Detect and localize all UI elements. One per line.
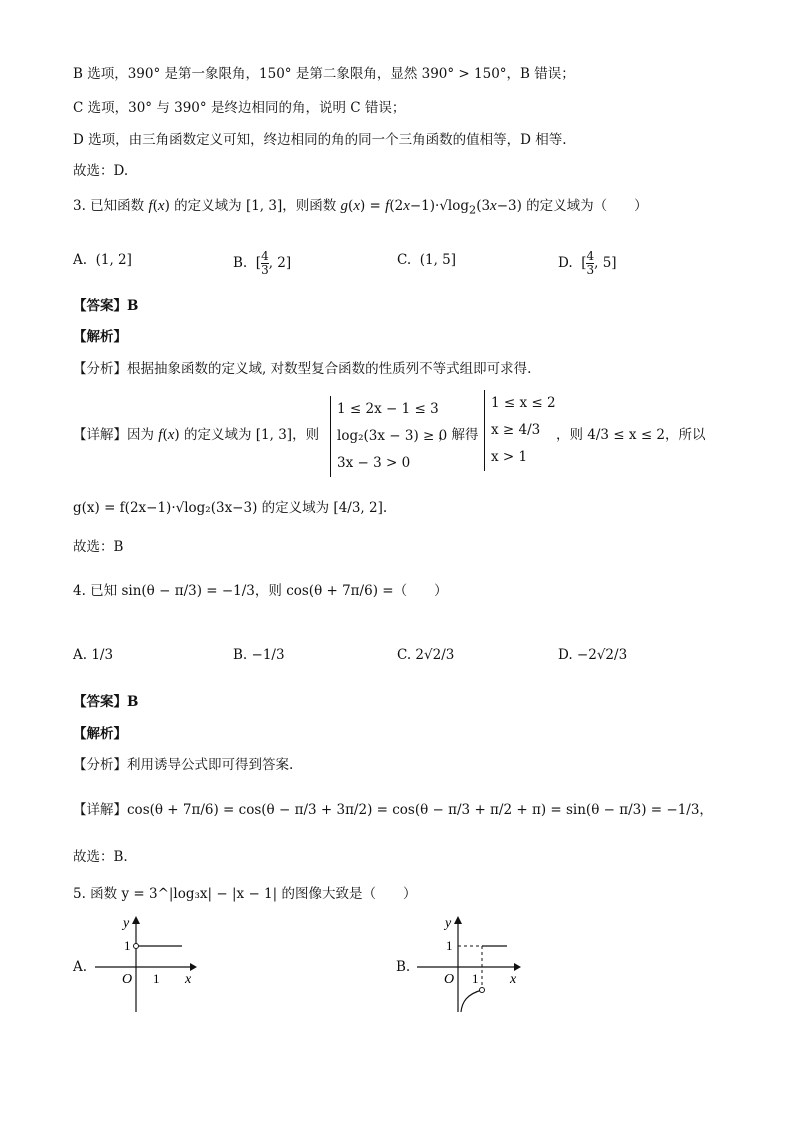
q4-xiangjie: 【详解】cos(θ + 7π/6) = cos(θ − π/3 + 3π/2) = cos(θ − π/3 + π/2 + π) = sin(θ − π/3) = −1/3， [73, 802, 713, 818]
q4-stem: 4. 已知 sin(θ − π/3) = −1/3，则 cos(θ + 7π/6) =（ ） [73, 583, 448, 599]
q5-stem: 5. 函数 y = 3^|log₃x| − |x − 1| 的图像大致是（ ） [73, 886, 417, 902]
d-option-line: D 选项，由三角函数定义可知，终边相同的角的同一个三角函数的值相等，D 相等. [73, 132, 567, 148]
b-option-line: B 选项，390° 是第一象限角，150° 是第二象限角，显然 390° > 150°，B 错误； [73, 66, 575, 82]
q3-system-2-line-3: x > 1 [491, 449, 528, 465]
graph-a-origin: O [122, 972, 133, 987]
q3-system-2 [484, 390, 556, 471]
graph-b-one-y: 1 [446, 938, 453, 953]
q3-conclusion: g(x) = f(2x−1)·√log₂(3x−3) 的定义域为 [4/3, 2]. [73, 500, 388, 516]
q3-analysis-label: 【解析】 [73, 329, 127, 345]
q3-stem: 3. 已知函数 f(x) 的定义域为 [1, 3]，则函数 $g(x) = f(2x-1)\cdot√\log_2(3x-3)$ 的定义域为（ ） [73, 198, 648, 217]
graph-a-y-label: y [123, 916, 130, 931]
graph-a-one-y: 1 [124, 938, 131, 953]
q3-option-a: A. (1, 2] [73, 252, 132, 268]
graph-b-one-x: 1 [472, 971, 479, 986]
q3-system-2-line-1: 1 ≤ x ≤ 2 [491, 395, 556, 411]
q4-option-a: A. 1/3 [73, 647, 114, 663]
q4-fenxi: 【分析】利用诱导公式即可得到答案. [73, 757, 294, 773]
q3-system-1-line-1: 1 ≤ 2x − 1 ≤ 3 [337, 401, 439, 417]
q3-option-c: C. (1, 5] [397, 252, 457, 268]
q5-graph-a-label: A. [73, 959, 88, 975]
q3-choose: 故选：B [73, 539, 124, 555]
q4-choose: 故选：B. [73, 849, 128, 865]
q3-system-1 [330, 396, 447, 477]
q3-answer: 【答案】B [73, 298, 139, 314]
c-option-line: C 选项，30° 与 390° 是终边相同的角，说明 C 错误； [73, 100, 406, 116]
q3-fenxi: 【分析】根据抽象函数的定义域, 对数型复合函数的性质列不等式组即可求得. [73, 361, 532, 377]
q4-analysis-label: 【解析】 [73, 726, 127, 742]
graph-b-x-label: x [510, 972, 517, 987]
graph-b-origin: O [444, 972, 455, 987]
q3-option-d: D. [ $\frac{4}{3}$ , 5] [558, 249, 617, 277]
q5-graph-b-label: B. [396, 959, 411, 975]
graph-a-x-label: x [185, 972, 192, 987]
q3-system-1-line-3: 3x − 3 > 0 [337, 455, 411, 471]
q3-xiangjie-prefix: 【详解】因为 f(x) 的定义域为 [1, 3]，则 [73, 427, 320, 443]
q3-system-2-line-2: x ≥ 4/3 [491, 422, 541, 438]
graph-a-one-x: 1 [153, 971, 160, 986]
q3-option-b: B. [ $\frac{4}{3}$ , 2] [233, 249, 292, 277]
q5-graph-a [90, 912, 200, 1017]
q3-system-1-line-2: log₂(3x − 3) ≥ 0 [337, 428, 448, 444]
graph-b-y-label: y [445, 916, 452, 931]
q4-option-b: B. −1/3 [233, 647, 285, 663]
q3-then: ，则 4/3 ≤ x ≤ 2，所以 [556, 427, 706, 443]
q3-jiede: ，解得 [438, 427, 479, 443]
q5-graph-b [412, 912, 527, 1017]
q4-option-c: C. 2√2/3 [397, 647, 455, 663]
q4-answer: 【答案】B [73, 694, 139, 710]
choose-d: 故选：D. [73, 163, 129, 179]
q4-option-d: D. −2√2/3 [558, 647, 628, 663]
